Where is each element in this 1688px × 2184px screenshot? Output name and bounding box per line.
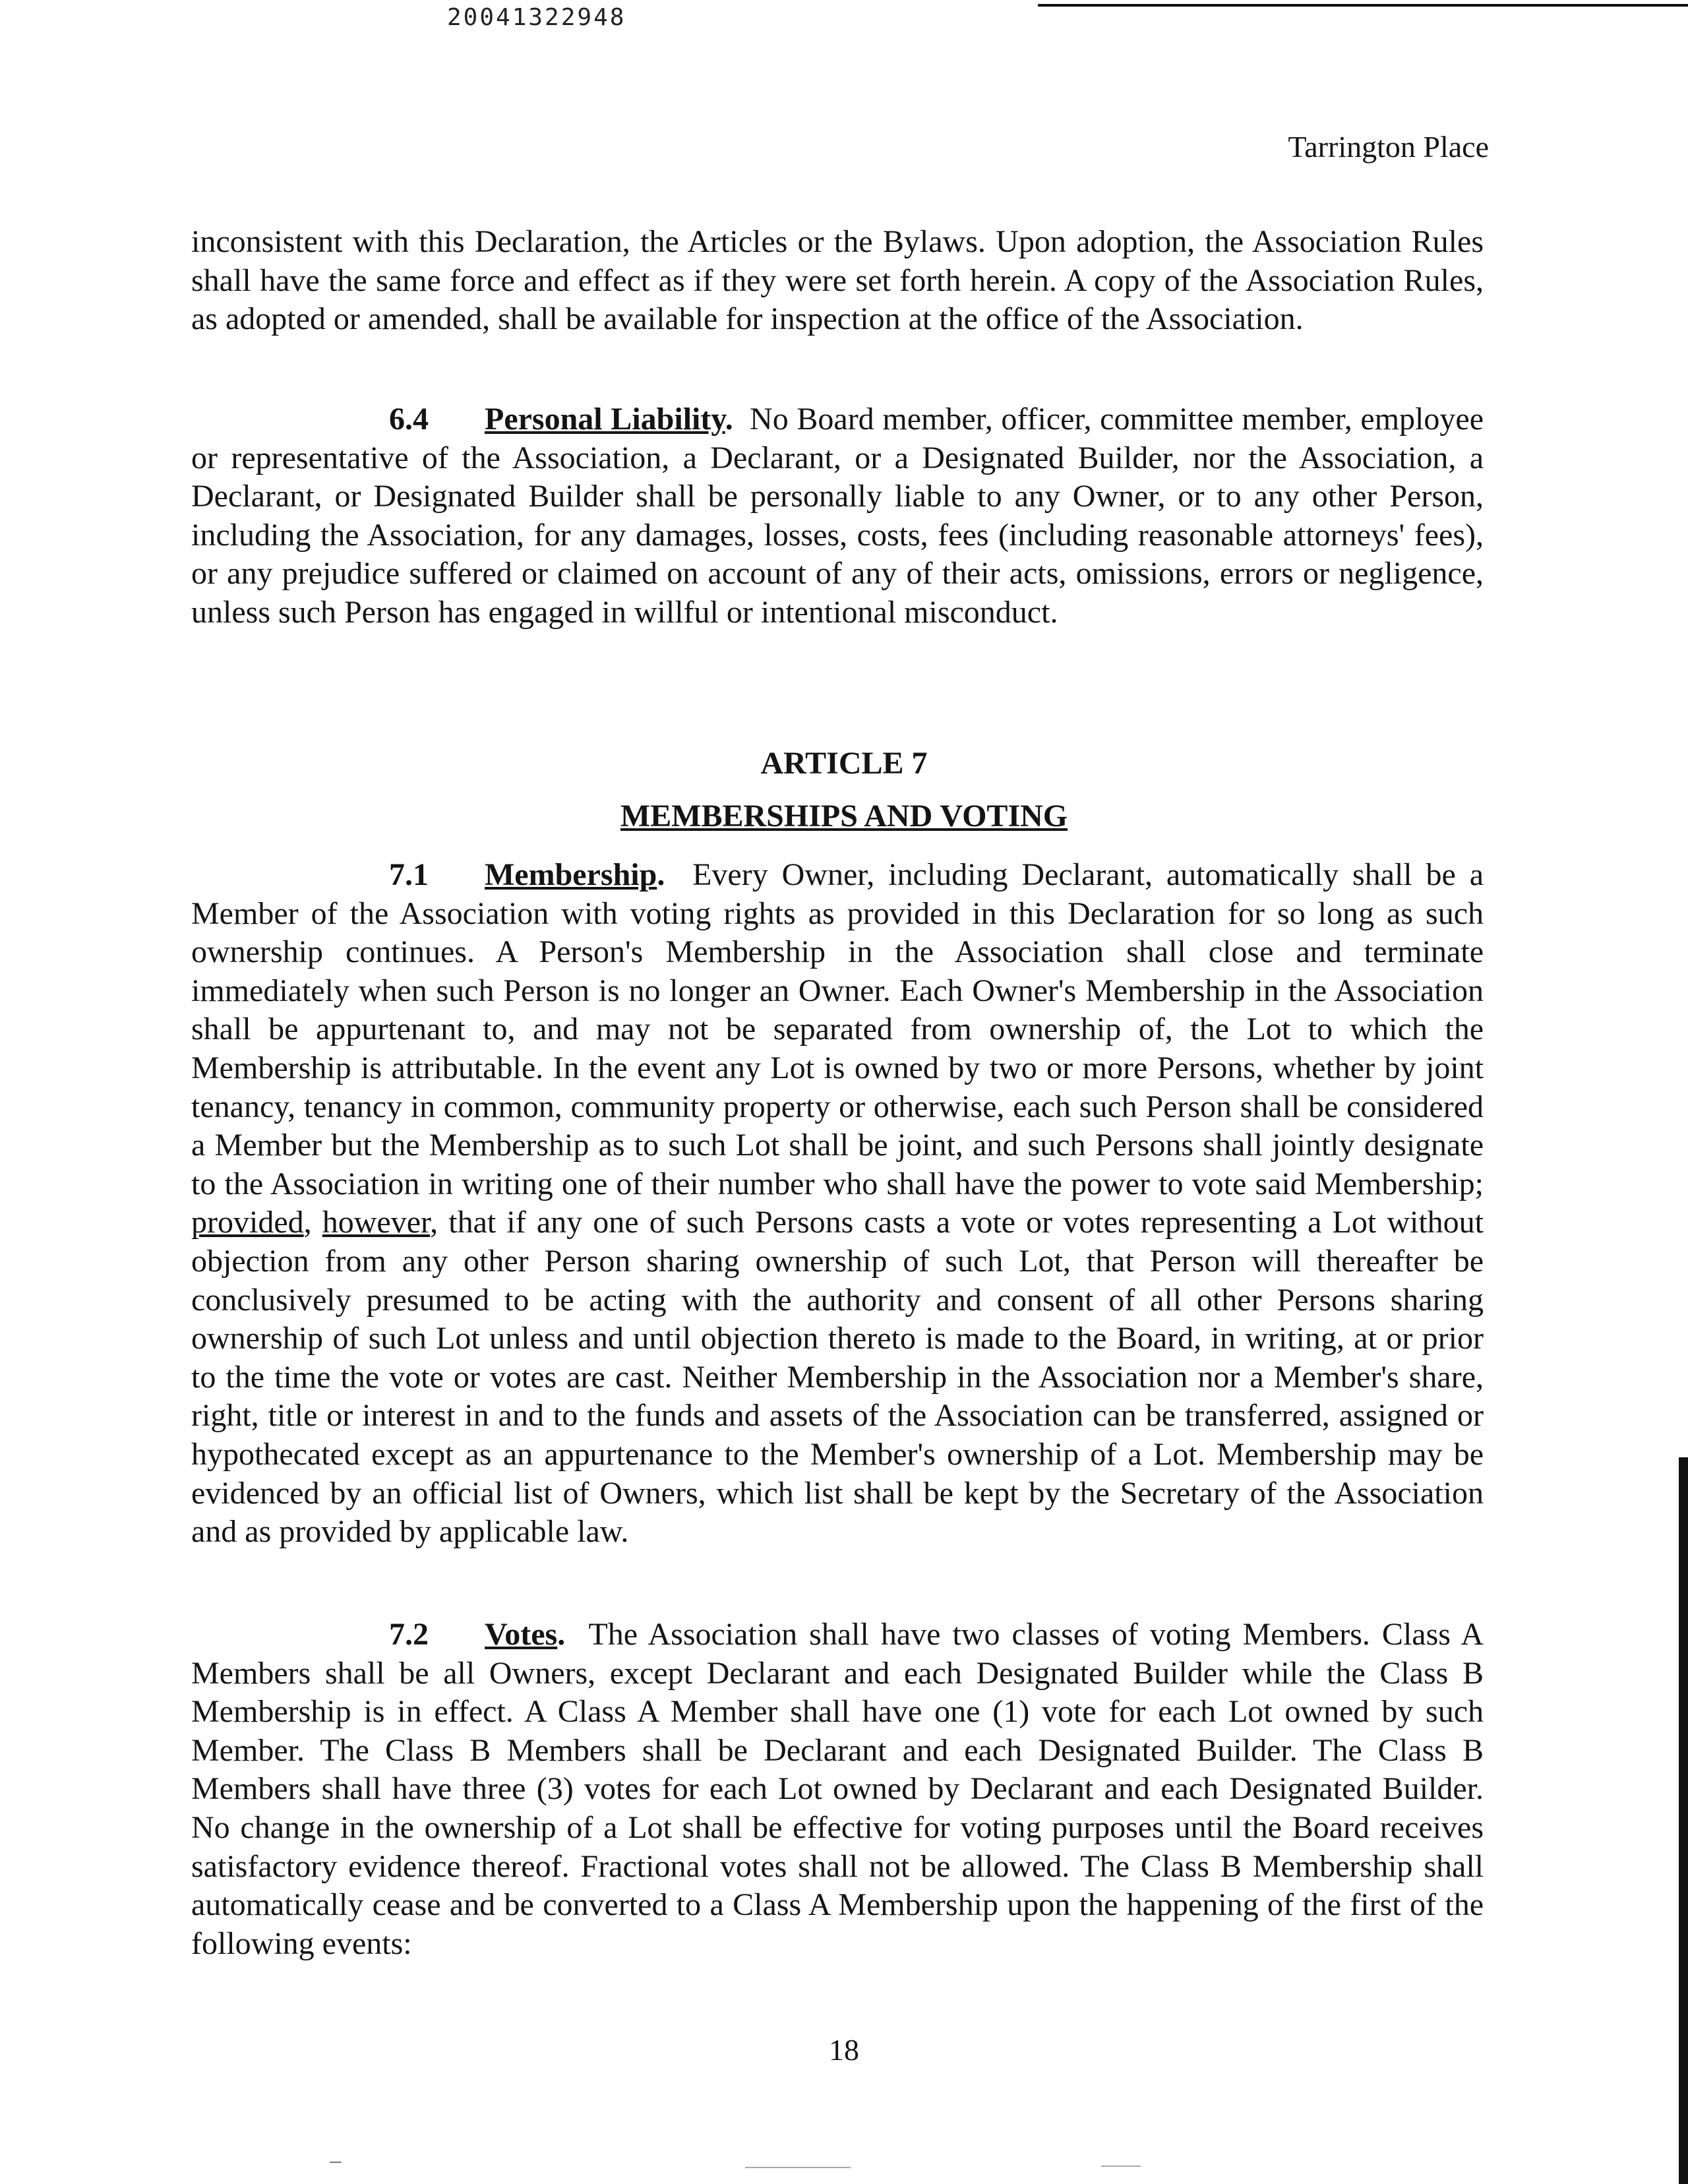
section-title: Votes — [485, 1617, 558, 1652]
section-6-4: 6.4 Personal Liability. No Board member, officer, committee member, employee or representative of the Association, a Declarant, or a Designated Builder, nor the Association, a Declarant, or Designated Builder shall be personally liable to any Owner, or to any other Person, including the Association, for any damages, losses, costs, fees (including reasonable attorneys' fees), or any prejudice suffered or claimed on account of any of their acts, omissions, errors or negligence, unless such Person has engaged in willful or intentional misconduct. — [191, 402, 1484, 630]
article-number: ARTICLE 7 — [760, 746, 928, 781]
section-7-2: 7.2 Votes. The Association shall have two classes of voting Members. Class A Members shall be all Owners, except Declarant and each Designated Builder while the Class B Membership is in effect. A Class A Member shall have one (1) vote for each Lot owned by such Member. The Class B Members shall be Declarant and each Designated Builder. The Class B Members shall have three (3) votes for each Lot owned by Declarant and each Designated Builder. No change in the ownership of a Lot shall be effective for voting purposes until the Board receives satisfactory evidence thereof. Fractional votes shall not be allowed. The Class B Membership shall automatically cease and be converted to a Class A Membership upon the happening of the first of the following events: — [191, 1617, 1484, 1961]
section-title: Personal Liability — [485, 402, 725, 437]
scan-speck — [330, 2162, 342, 2163]
section-title: Membership — [485, 857, 657, 892]
scan-top-rule — [1038, 4, 1688, 7]
page-number: 18 — [829, 2033, 859, 2067]
scan-speck — [1101, 2166, 1141, 2167]
scan-edge-bar — [1679, 1457, 1688, 2184]
running-title: Tarrington Place — [1288, 130, 1489, 164]
comma: , — [303, 1205, 312, 1240]
emphasis-however: however — [322, 1205, 431, 1240]
section-text: The Association shall have two classes of voting Members. Class A Members shall be all Owners, except Declarant and each Designated Builder while the Class B Membership is in effect. A Class A Member shall have one (1) vote for each Lot owned by such Member. The Class B Members shall be Declarant and each Designated Builder. The Class B Members shall have three (3) votes for each Lot owned by Declarant and each Designated Builder. No change in the ownership of a Lot shall be effective for voting purposes until the Board receives satisfactory evidence thereof. Fractional votes shall not be allowed. The Class B Membership shall automatically cease and be converted to a Class A Membership upon the happening of the first of the following events: — [191, 1617, 1484, 1961]
article-title: MEMBERSHIPS AND VOTING — [620, 799, 1068, 834]
section-number: 7.1 — [389, 857, 429, 892]
section-text-continued: , that if any one of such Persons casts a vote or votes representing a Lot without objection from any other Person sharing ownership of such Lot, that Person will thereafter be conclusively presumed to be acting with the authority and consent of all other Persons sharing ownership of such Lot unless and until objection thereto is made to the Board, in writing, at or prior to the time the vote or votes are cast. Neither Membership in the Association nor a Member's share, right, title or interest in and to the funds and assets of the Association can be transferred, assigned or hypothecated except as an appurtenance to the Member's ownership of a Lot. Membership may be evidenced by an official list of Owners, which list shall be kept by the Secretary of the Association and as provided by applicable law. — [191, 1205, 1484, 1550]
section-7-1: 7.1 Membership. Every Owner, including Declarant, automatically shall be a Member of the Association with voting rights as provided in this Declaration for so long as such ownership continues. A Person's Membership in the Association shall close and terminate immediately when such Person is no longer an Owner. Each Owner's Membership in the Association shall be appurtenant to, and may not be separated from ownership of, the Lot to which the Membership is attributable. In the event any Lot is owned by two or more Persons, whether by joint tenancy, tenancy in common, community property or otherwise, each such Person shall be considered a Member but the Membership as to such Lot shall be joint, and such Persons shall jointly designate to the Association in writing one of their number who shall have the power to vote said Membership; provided, however, that if any one of such Persons casts a vote or votes representing a Lot without objection from any other Person sharing ownership of such Lot, that Person will thereafter be conclusively presumed to be acting with the authority and consent of all other Persons sharing ownership of such Lot unless and until objection thereto is made to the Board, in writing, at or prior to the time the vote or votes are cast. Neither Membership in the Association nor a Member's share, right, title or interest in and to the funds and assets of the Association can be transferred, assigned or hypothecated except as an appurtenance to the Member's ownership of a Lot. Membership may be evidenced by an official list of Owners, which list shall be kept by the Secretary of the Association and as provided by applicable law. — [191, 857, 1484, 1550]
scan-speck — [745, 2167, 851, 2168]
document-number: 20041322948 — [447, 4, 626, 31]
emphasis-provided: provided — [191, 1205, 304, 1240]
section-number: 7.2 — [389, 1617, 429, 1652]
section-text: Every Owner, including Declarant, automatically shall be a Member of the Association with voting rights as provided in this Declaration for so long as such ownership continues. A Person's Membership in the Association shall close and terminate immediately when such Person is no longer an Owner. Each Owner's Membership in the Association shall be appurtenant to, and may not be separated from ownership of, the Lot to which the Membership is attributable. In the event any Lot is owned by two or more Persons, whether by joint tenancy, tenancy in common, community property or otherwise, each such Person shall be considered a Member but the Membership as to such Lot shall be joint, and such Persons shall jointly designate to the Association in writing one of their number who shall have the power to vote said Membership; — [191, 857, 1484, 1201]
section-text: No Board member, officer, committee member, employee or representative of the Association, a Declarant, or a Designated Builder, nor the Association, a Declarant, or Designated Builder shall be personally liable to any Owner, or to any other Person, including the Association, for any damages, losses, costs, fees (including reasonable attorneys' fees), or any prejudice suffered or claimed on account of any of their acts, omissions, errors or negligence, unless such Person has engaged in willful or intentional misconduct. — [191, 402, 1484, 630]
section-number: 6.4 — [389, 402, 429, 437]
paragraph-continuation: inconsistent with this Declaration, the Articles or the Bylaws. Upon adoption, the Association Rules shall have the same force and effect as if they were set forth herein. A copy of the Association Rules, as adopted or amended, shall be available for inspection at the office of the Association. — [191, 224, 1484, 337]
